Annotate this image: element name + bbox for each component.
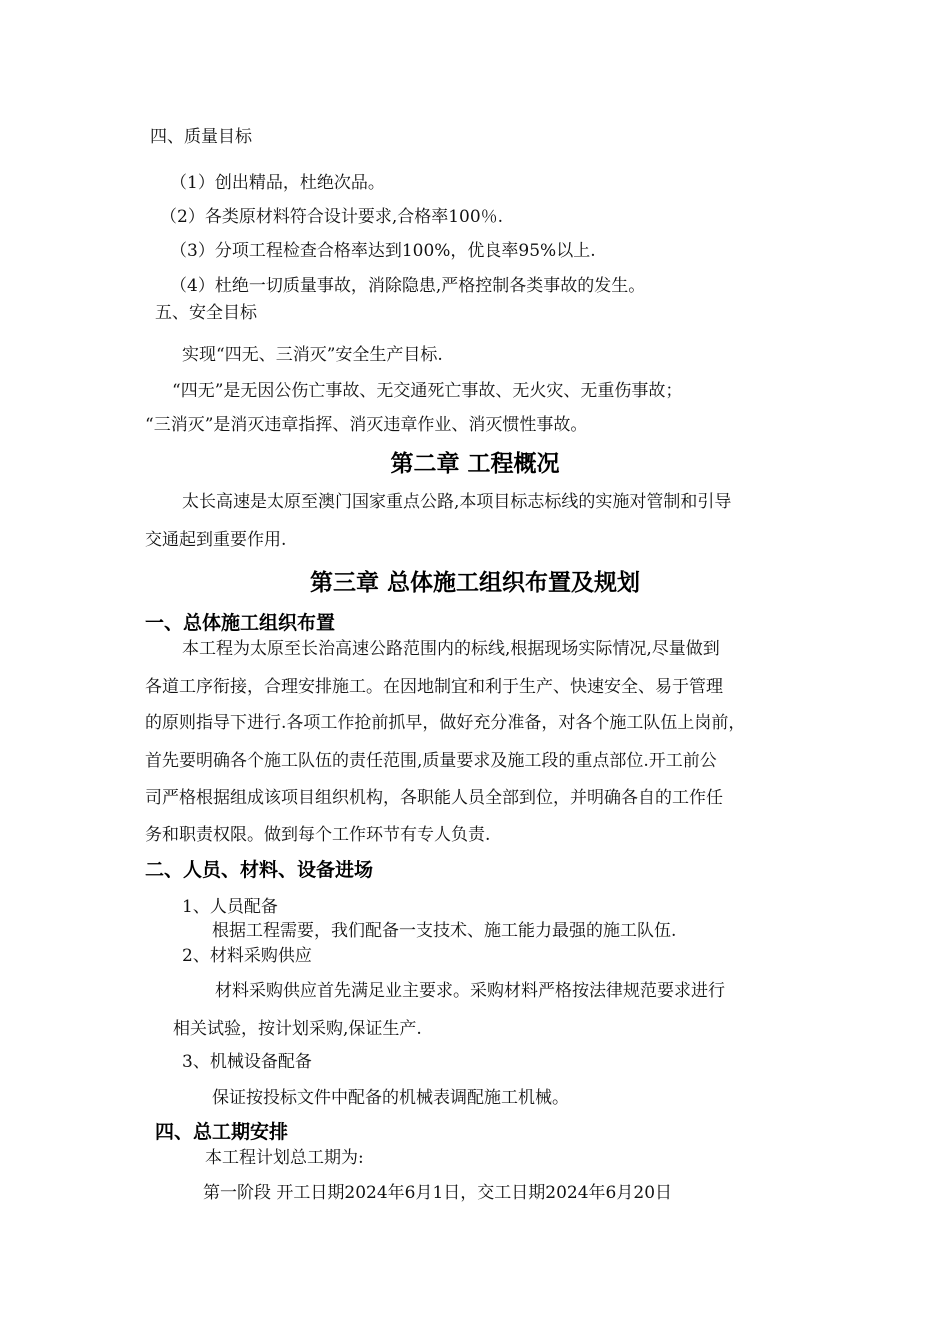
quality-item-1: （1）创出精品，杜绝次品。 bbox=[170, 173, 385, 193]
subsection-2-line-1: 材料采购供应首先满足业主要求。采购材料严格按法律规范要求进行 bbox=[215, 981, 725, 1001]
subsection-3-title: 3、机械设备配备 bbox=[182, 1052, 312, 1072]
section-4-heading: 四、总工期安排 bbox=[155, 1121, 289, 1143]
section-1-line-1: 本工程为太原至长治高速公路范围内的标线,根据现场实际情况,尽量做到 bbox=[182, 639, 720, 659]
safety-line-3: “三消灭”是消灭违章指挥、消灭违章作业、消灭惯性事故。 bbox=[145, 415, 588, 435]
subsection-1-text: 根据工程需要，我们配备一支技术、施工能力最强的施工队伍. bbox=[212, 921, 677, 941]
safety-line-2: “四无”是无因公伤亡事故、无交通死亡事故、无火灾、无重伤事故； bbox=[172, 381, 683, 401]
section-1-line-5: 司严格根据组成该项目组织机构，各职能人员全部到位，并明确各自的工作任 bbox=[145, 788, 723, 808]
section-1-line-4: 首先要明确各个施工队伍的责任范围,质量要求及施工段的重点部位.开工前公 bbox=[145, 751, 717, 771]
chapter-2-line-1: 太长高速是太原至澳门国家重点公路,本项目标志标线的实施对管制和引导 bbox=[182, 492, 732, 512]
quality-item-3: （3）分项工程检查合格率达到100%，优良率95%以上. bbox=[170, 241, 596, 261]
section-1-line-2: 各道工序衔接，合理安排施工。在因地制宜和利于生产、快速安全、易于管理 bbox=[145, 677, 723, 697]
safety-heading: 五、安全目标 bbox=[155, 303, 257, 323]
section-2-heading: 二、人员、材料、设备进场 bbox=[145, 859, 374, 881]
safety-line-1: 实现“四无、三消灭”安全生产目标. bbox=[182, 345, 443, 365]
section-4-line-2: 第一阶段 开工日期2024年6月1日，交工日期2024年6月20日 bbox=[203, 1183, 673, 1203]
chapter-2-title: 第二章 工程概况 bbox=[390, 451, 560, 477]
subsection-3-text: 保证按投标文件中配备的机械表调配施工机械。 bbox=[212, 1088, 569, 1108]
subsection-2-line-2: 相关试验，按计划采购,保证生产. bbox=[173, 1019, 422, 1039]
subsection-1-title: 1、人员配备 bbox=[182, 897, 278, 917]
chapter-3-title: 第三章 总体施工组织布置及规划 bbox=[309, 570, 640, 596]
quality-item-4: （4）杜绝一切质量事故，消除隐患,严格控制各类事故的发生。 bbox=[170, 276, 646, 296]
section-1-line-3: 的原则指导下进行.各项工作抢前抓早，做好充分准备，对各个施工队伍上岗前， bbox=[145, 713, 746, 733]
section-1-line-6: 务和职责权限。做到每个工作环节有专人负责. bbox=[145, 825, 491, 845]
quality-heading: 四、质量目标 bbox=[150, 127, 252, 147]
subsection-2-title: 2、材料采购供应 bbox=[182, 946, 312, 966]
section-4-line-1: 本工程计划总工期为: bbox=[205, 1148, 364, 1168]
quality-item-2: （2）各类原材料符合设计要求,合格率100％. bbox=[160, 207, 504, 227]
section-1-heading: 一、总体施工组织布置 bbox=[145, 612, 336, 634]
chapter-2-line-2: 交通起到重要作用. bbox=[145, 530, 287, 550]
